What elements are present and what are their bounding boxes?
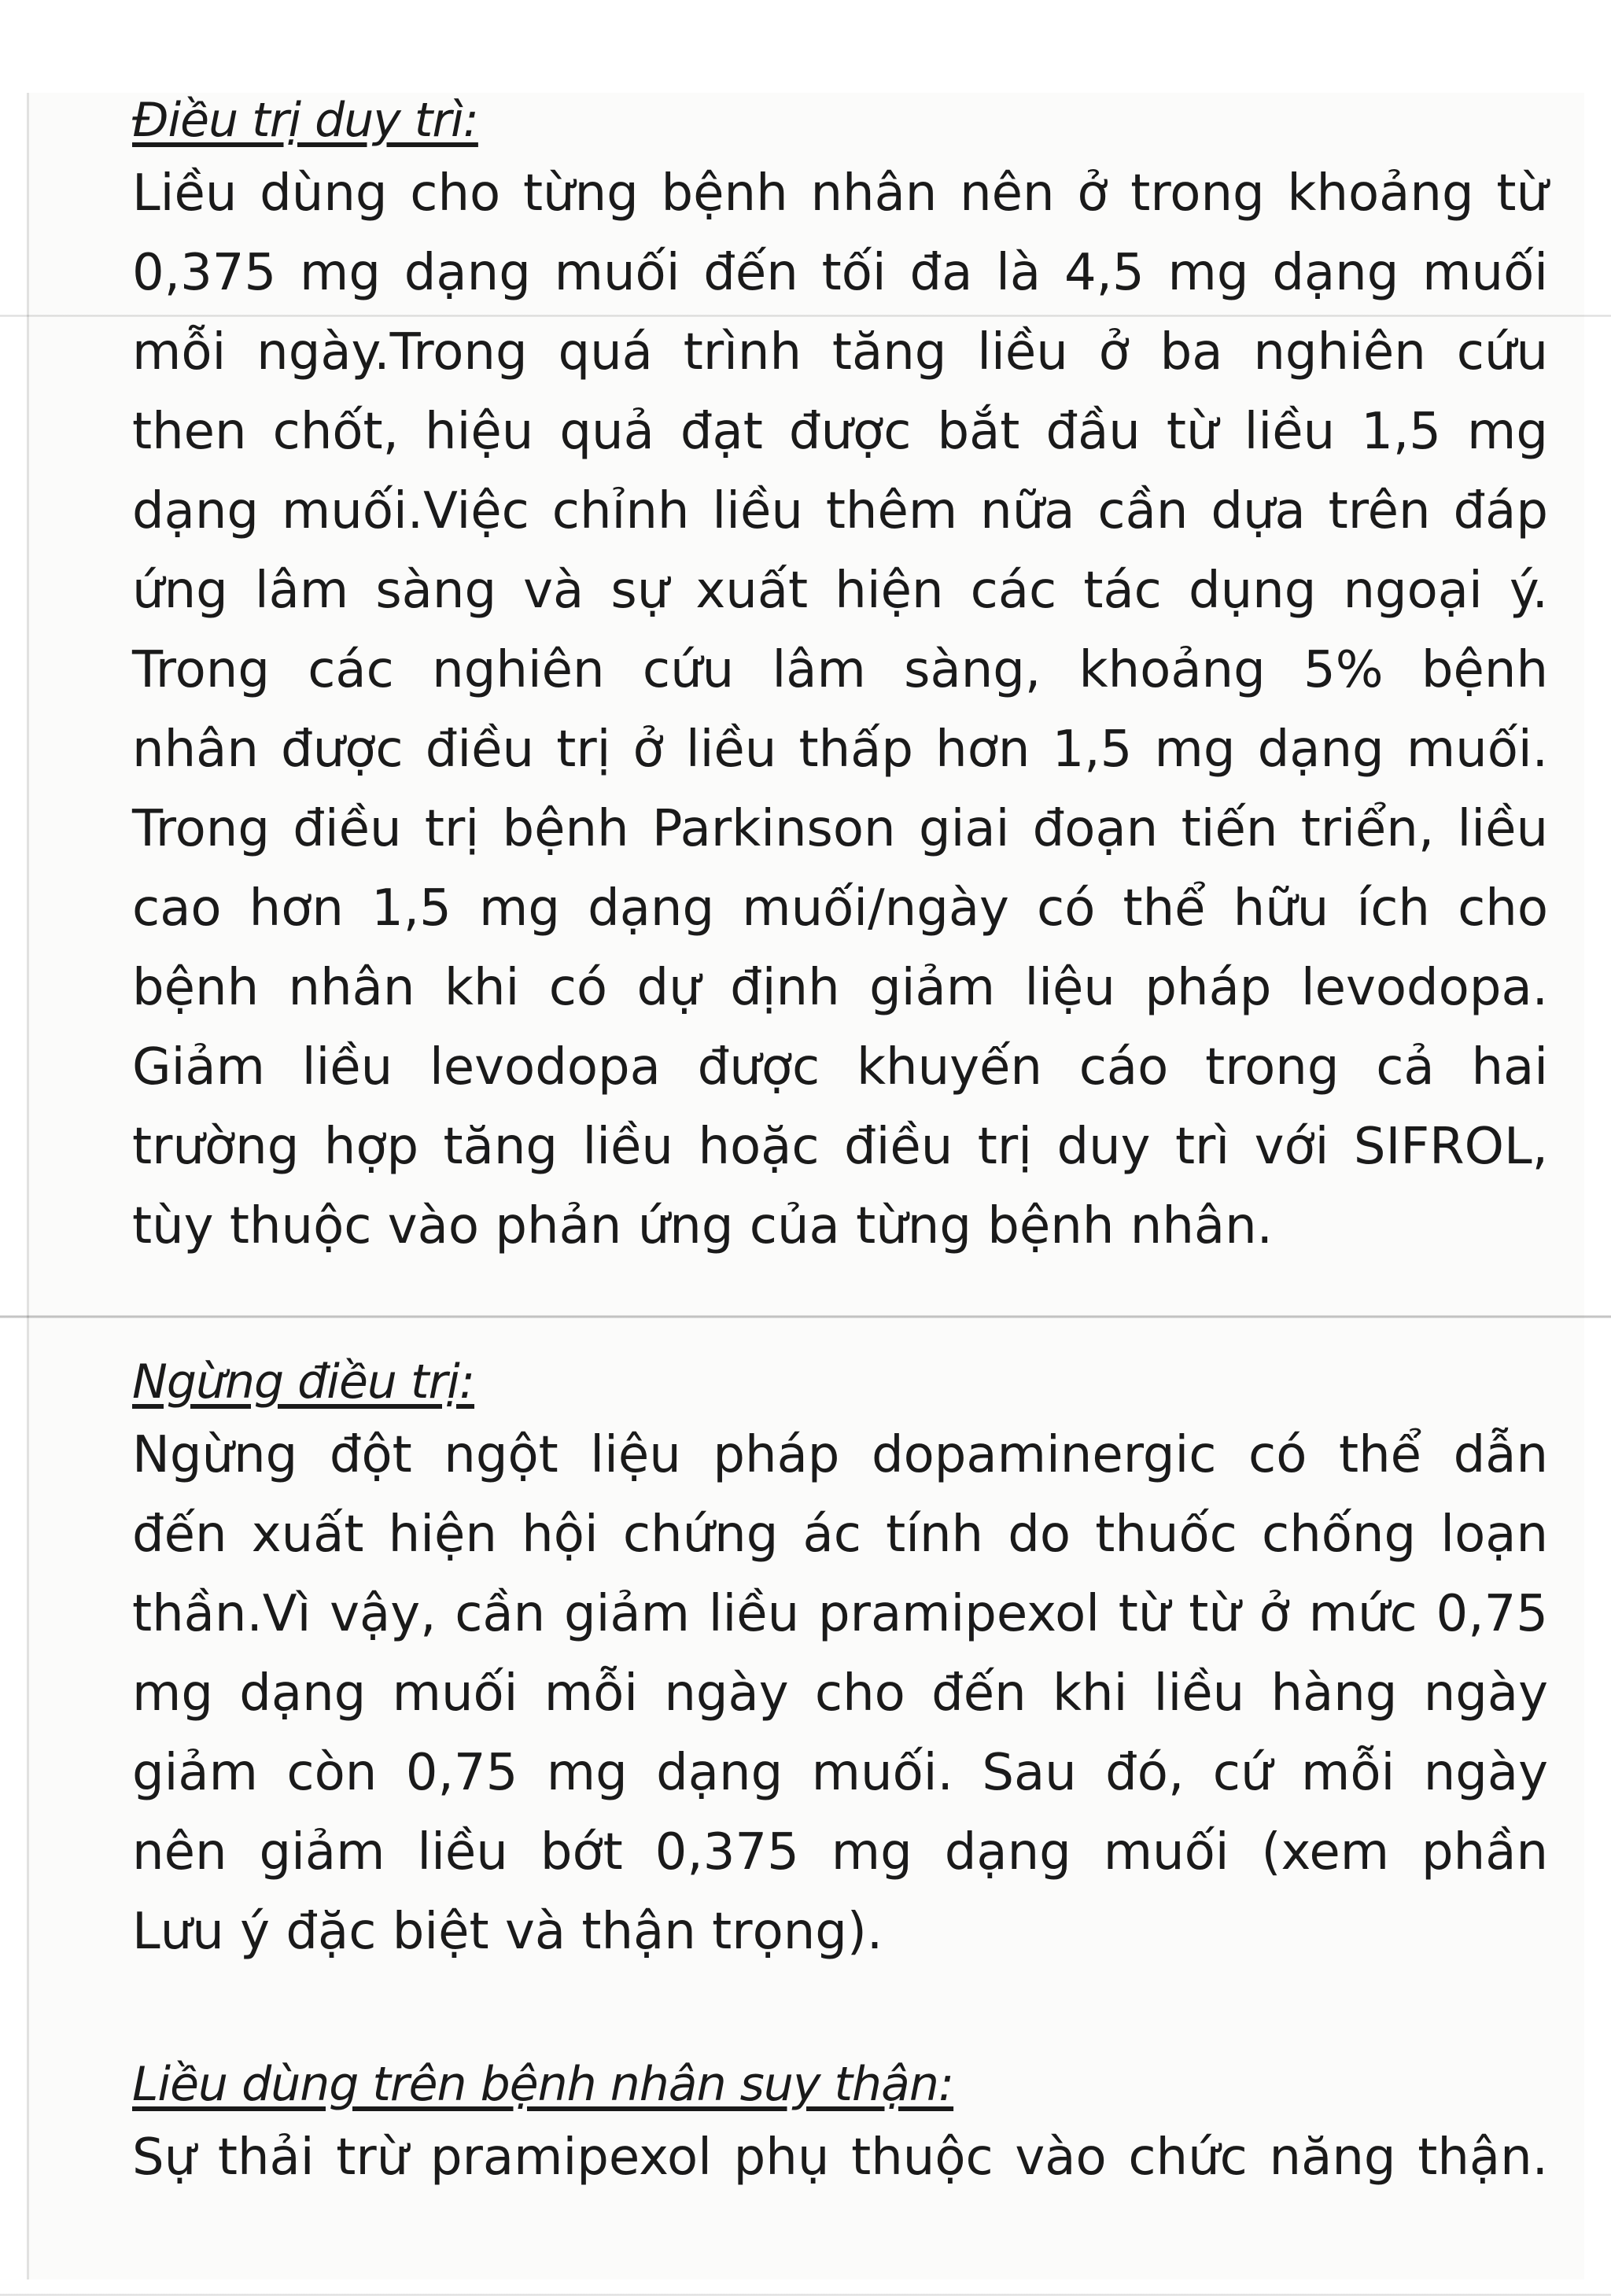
text-line: Trong các nghiên cứu lâm sàng, khoảng 5% bệnh [132,641,1548,699]
text-line: Liều dùng cho từng bệnh nhân nên ở trong khoảng từ [132,164,1548,223]
text-line: mg dạng muối mỗi ngày cho đến khi liều hàng ngày [132,1664,1548,1723]
paper-edge [27,93,29,2279]
text-line: thần.Vì vậy, cần giảm liều pramipexol từ từ ở mức 0,75 [132,1585,1548,1643]
section-heading: Ngừng điều trị: [132,1354,475,1410]
text-line: 0,375 mg dạng muối đến tối đa là 4,5 mg dạng muối [132,244,1548,302]
text-line: tùy thuộc vào phản ứng của từng bệnh nhân. [132,1197,1273,1255]
text-line: giảm còn 0,75 mg dạng muối. Sau đó, cứ mỗi ngày [132,1744,1548,1802]
text-line: nên giảm liều bớt 0,375 mg dạng muối (xem phần [132,1823,1548,1881]
section-heading: Điều trị duy trì: [132,93,478,148]
text-line: Sự thải trừ pramipexol phụ thuộc vào chức năng thận. [132,2128,1548,2187]
text-line: đến xuất hiện hội chứng ác tính do thuốc chống loạn [132,1505,1548,1564]
section-heading: Liều dùng trên bệnh nhân suy thận: [132,2057,954,2112]
text-line: mỗi ngày.Trong quá trình tăng liều ở ba nghiên cứu [132,323,1548,381]
text-line: Lưu ý đặc biệt và thận trọng). [132,1903,883,1961]
text-line: Ngừng đột ngột liệu pháp dopaminergic có thể dẫn [132,1426,1548,1484]
text-line: trường hợp tăng liều hoặc điều trị duy trì với SIFROL, [132,1118,1548,1176]
section-maintenance [132,87,1548,1266]
text-line: dạng muối.Việc chỉnh liều thêm nữa cần dựa trên đáp [132,482,1548,540]
text-line: bệnh nhân khi có dự định giảm liệu pháp levodopa. [132,959,1548,1017]
section-discontinuation [132,1348,1548,1972]
text-line: nhân được điều trị ở liều thấp hơn 1,5 mg dạng muối. [132,720,1548,779]
text-line: ứng lâm sàng và sự xuất hiện các tác dụng ngoại ý. [132,562,1548,620]
text-line: Trong điều trị bệnh Parkinson giai đoạn tiến triển, liều [132,800,1548,858]
text-line: cao hơn 1,5 mg dạng muối/ngày có thể hữu ích cho [132,879,1548,938]
section-renal-impairment [132,2051,1548,2198]
text-line: Giảm liều levodopa được khuyến cáo trong cả hai [132,1038,1548,1096]
fold-line-middle [0,1315,1611,1318]
document-body [132,87,1548,2187]
text-line: then chốt, hiệu quả đạt được bắt đầu từ liều 1,5 mg [132,403,1548,461]
